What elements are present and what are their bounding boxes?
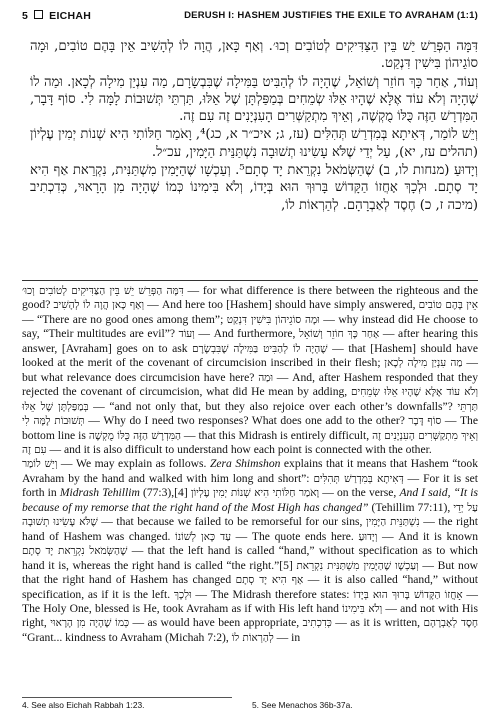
italic-reference: Zera Shimshon	[209, 457, 281, 471]
hebrew-lemma: אַף הִיא יָד סְתָם	[235, 574, 304, 587]
english-translation: (Tehillim 77:11),	[368, 500, 454, 514]
english-translation: — And furthermore,	[194, 327, 300, 341]
english-translation: — that because we failed to be remorseful for our sins,	[97, 515, 366, 529]
english-translation: — it is also called “hand,” without specification, as if it is the left.	[22, 573, 478, 601]
hebrew-lemma: אָחֲזוֹ הַקָּדוֹשׁ בָּרוּךְ הוּא בְּיָדוֹ	[353, 588, 463, 601]
hebrew-lemma: וְיֵשׁ לוֹמַר	[22, 458, 58, 471]
english-translation: — And, after Hashem responded that they rejected the covenant of circumcision, what did He mean by adding,	[22, 370, 478, 399]
hebrew-lemma: סוֹף דָּבָר	[408, 415, 442, 428]
english-translation: — We may explain as follows.	[57, 457, 210, 471]
english-translation: explains that it means that Hashem “took Avraham by the hand and walked with him long and short”:	[22, 457, 478, 485]
hebrew-paragraph: דִּמָּה הַפְּרֵשׁ יֵשׁ בֵּין הַצַּדִּיקִים לְטוֹבִים וְכוּ׳. וְאַף כָּאן, הֲוָה לוֹ לְהָשִׁיב אֵין בָּהֶם טוֹבִים, וּמָה סוֹגֵיהוֹן בִּישִׁין דִּנְקַט.	[30, 39, 478, 72]
english-translation: — on the verse,	[319, 486, 400, 500]
english-translation: — and it is also difficult to understand how each point is connected with the other.	[46, 442, 432, 456]
english-translation: — “and not only that, but they also rejoice over each other’s downfalls”?	[88, 399, 458, 413]
hebrew-lemma: וּמָה סוֹגֵיהוֹן בִּישִׁין דִּנְקַט	[226, 313, 320, 326]
footnote-divider	[22, 697, 232, 698]
hebrew-lemma: נִשְׁתַּנֵּית הַיָּמִין	[365, 516, 420, 529]
english-translation: — For it is set forth in	[22, 471, 478, 500]
hebrew-lemma: דִּמָּה הַפְּרֵשׁ יֵשׁ בֵּין הַצַּדִּיקִים לְטוֹבִים וְכוּ׳	[22, 285, 184, 297]
english-translation: — “There are no good ones among them”;	[22, 312, 227, 326]
hebrew-lemma: וּמַה	[258, 371, 273, 384]
english-translation: — that [Hashem] should have looked at the merit of the covenant of circumcision inscribed in their flesh;	[22, 341, 478, 370]
english-translation: (77:3),[4]	[139, 486, 191, 500]
english-translation: — the right hand of Hashem was changed.	[22, 515, 478, 543]
section-title: DERUSH I: HASHEM JUSTIFIES THE EXILE TO AVRAHAM (1:1)	[184, 10, 478, 21]
english-translation: — Why do I need two responses? What does one add to the other?	[84, 414, 409, 428]
page-number: 5	[22, 10, 29, 22]
hebrew-lemma: וְעַכְשָׁו שֶׁהַיָּמִין מִשְׁתַּנִּית נִקְרֵאת	[296, 559, 419, 572]
hebrew-lemma: לְהַרְאוֹת לוֹ	[231, 631, 274, 644]
english-translation: — as would have been appropriate,	[129, 616, 303, 630]
hebrew-lemma: אַחַר כָּךְ חוֹזֵר וְשׁוֹאֵל	[299, 328, 380, 341]
english-translation: — And it is known	[377, 529, 479, 543]
english-translation: — But now that the right hand of Hashem has changed	[22, 558, 478, 587]
hebrew-lemma: חֶסֶד לְאַבְרָהָם	[423, 617, 479, 630]
hebrew-lemma: שֶׁהָיָה לוֹ לְהַבִּיט בַּמִּילָה שֶׁבִּבְשָׂרָם	[192, 342, 328, 355]
italic-reference: Midrash Tehillim	[59, 486, 140, 500]
hebrew-paragraph: וְיֵשׁ לוֹמַר, דְּאִיתָא בְּמִדְרַשׁ תְּהִלִּים (עז, ג; איכ״ר א, כג)⁴, וָאֹמַר חַלּוֹתִי הִיא שְׁנוֹת יְמִין עֶלְיוֹן (תהלים עז, יא), עַל יְדֵי שֶׁלֹּא עָשִׂינוּ תְשׁוּבָה נִשְׁתַּנֵּית הַיָּמִין, עכ״ל.	[30, 127, 478, 160]
square-ornament-icon	[34, 10, 43, 19]
english-translation: — The Holy One, blessed is He, took Avraham as if with His left hand	[22, 587, 478, 615]
hebrew-main-text	[30, 38, 478, 214]
english-translation: — that the left hand is called “hand,” without specification as to which hand it is, whereas the right hand is called “the right.”[5]	[22, 544, 478, 572]
hebrew-paragraph: וְיָדוּעַ (מנחות לו, ב) שֶׁהַשְּׂמֹאל נִקְרֵאת יָד סְתָם⁵. וְעַכְשָׁו שֶׁהַיָּמִין מִשְׁתַּנִּית, נִקְרֵאת אַף הִיא יָד סְתָם. וּלְכָךְ אָחֲזוֹ הַקָּדוֹשׁ בָּרוּךְ הוּא בְּיָדוֹ, וְלֹא בִּימִינוֹ כְּמוֹ שֶׁהָיָה מִן הָרָאוּי, כְּדִכְתִיב (מיכה ז, כ) חֶסֶד לְאַבְרָהָם. לְהַרְאוֹת לוֹ,	[30, 163, 478, 213]
hebrew-lemma: וְעוֹד	[178, 328, 195, 341]
english-translation: — why instead did He choose to say, “Their multitudes are evil”?	[22, 312, 478, 341]
page-header	[22, 10, 478, 26]
italic-reference: And I said, “It is because of my remorse that the right hand of the Most High has changed”	[22, 486, 478, 514]
english-translation: — for what difference is there between the righteous and the good?	[22, 284, 478, 312]
hebrew-lemma: וּלְכָךְ	[173, 588, 192, 601]
hebrew-lemma: וְיָדוּעַ	[358, 530, 378, 543]
english-translation: — after hearing this answer, [Avraham] goes on to ask	[22, 327, 478, 355]
hebrew-lemma: הַמִּדְרָשׁ הַזֶּה כֻּלּוֹ מֻקְשֶׁה	[88, 429, 181, 442]
hebrew-lemma: תַּרְתֵּי תְּשׁוּבוֹת לָמָּה לִי	[22, 400, 478, 428]
english-translation: — as it is written,	[331, 616, 424, 630]
english-translation: “Grant... kindness to Avraham (Michah 7:2),	[22, 630, 232, 644]
footnote-4: 4. See also Eichah Rabbah 1:23.	[22, 700, 145, 710]
english-translation: — that this Midrash is entirely difficult,	[180, 428, 373, 442]
english-translation: — but what relevance does circumcision have here?	[22, 356, 478, 384]
english-translation: — And here too [Hashem] should have simply answered,	[144, 298, 419, 312]
english-translation: — The quote ends here.	[230, 529, 359, 543]
hebrew-lemma: עַל יְדֵי שֶׁלֹּא עָשִׂינוּ תְשׁוּבָה	[22, 501, 478, 529]
english-translation: — The Midrash therefore states:	[191, 587, 354, 601]
section-divider	[22, 280, 478, 281]
english-commentary	[22, 284, 478, 645]
english-translation: — in	[273, 630, 301, 644]
hebrew-lemma: וָאֹמַר חַלּוֹתִי הִיא שְׁנוֹת יְמִין עֶלְיוֹן	[190, 487, 320, 500]
hebrew-lemma: מַה עִנְיַן מִילָה לְכָאן	[384, 357, 463, 370]
book-title: EICHAH	[49, 10, 92, 22]
commentary-paragraph	[22, 284, 478, 457]
hebrew-lemma: וְאֵיךְ מִתְקַשְּׁרִים הָעִנְיָנִים זֶה עִם זֶה	[22, 429, 478, 456]
hebrew-lemma: כְּמוֹ שֶׁהָיָה מִן הָרָאוּי	[50, 617, 130, 630]
english-translation: — The bottom line is	[22, 414, 478, 442]
hebrew-lemma: וְלֹא עוֹד אֶלָּא שֶׁהָיוּ אֵלּוּ שְׂמֵחִים בְּמַפַּלְתָּן שֶׁל אֵלּוּ	[22, 386, 479, 413]
hebrew-lemma: דְּאִיתָא בְּמִדְרַשׁ תְּהִלִּים	[313, 472, 404, 485]
hebrew-lemma: וְלֹא בִּימִינוֹ	[342, 602, 383, 615]
commentary-paragraph	[22, 457, 478, 645]
hebrew-lemma: כְּדִכְתִיב	[302, 617, 332, 630]
english-translation: — and not with His right,	[22, 601, 478, 630]
footnote-5: 5. See Menachos 36b-37a.	[252, 700, 353, 710]
header-left	[22, 10, 91, 22]
hebrew-lemma: עַד כָּאן לְשׁוֹנוֹ	[175, 530, 231, 543]
hebrew-paragraph: וְעוֹד, אַחַר כָּךְ חוֹזֵר וְשׁוֹאֵל, שֶׁהָיָה לוֹ לְהַבִּיט בַּמִּילָה שֶׁבִּבְשָׂרָם, מַה עִנְיַן מִילָה לְכָאן. וּמַה לוֹ שֶׁהָיָה וְלֹא עוֹד אֶלָּא שֶׁהָיוּ אֵלּוּ שְׂמֵחִים בְּמַפַּלְתָּן שֶׁל אֵלּוּ, תַּרְתֵּי תְּשׁוּבוֹת לָמָּה לִי. סוֹף דָּבָר, הַמִּדְרָשׁ הַזֶּה כֻּלּוֹ מֻקְשֶׁה, וְאֵיךְ מִתְקַשְּׁרִים הָעִנְיָנִים זֶה עִם זֶה.	[30, 74, 478, 125]
hebrew-lemma: שֶׁהַשְּׂמֹאל נִקְרֵאת יָד סְתָם	[22, 545, 128, 558]
hebrew-lemma: וְאַף כָּאן הֲוָה לוֹ לְהָשִׁיב	[53, 299, 145, 312]
hebrew-lemma: אֵין בָּהֶם טוֹבִים	[418, 299, 478, 312]
